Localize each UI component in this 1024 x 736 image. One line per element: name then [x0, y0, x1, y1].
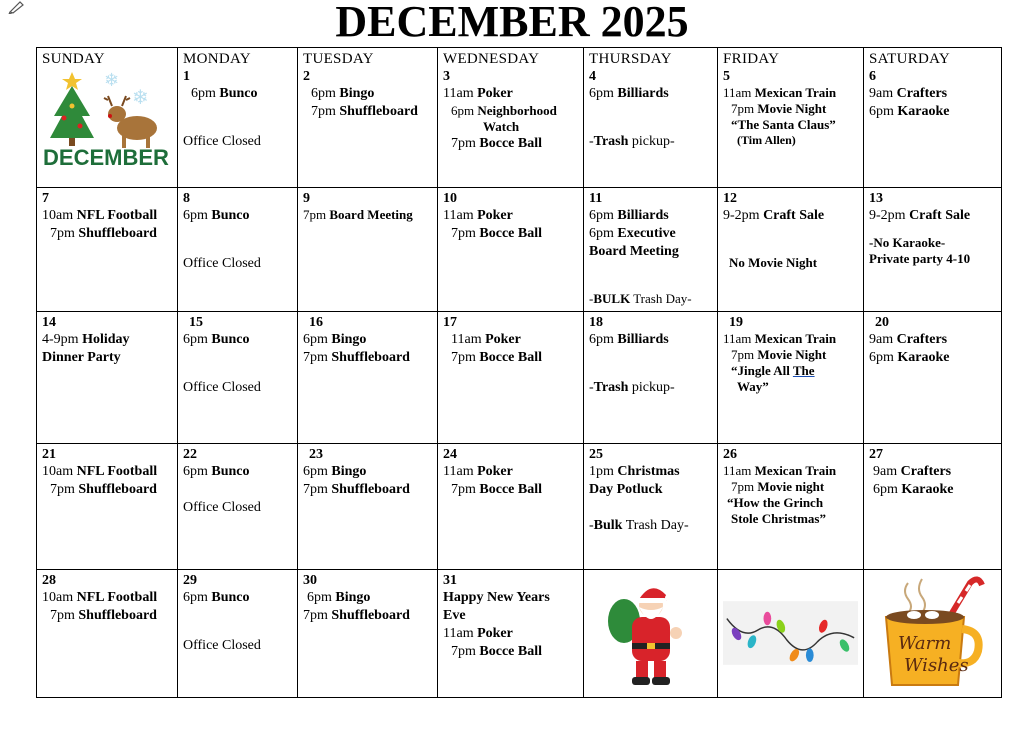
week-row: [37, 569, 1002, 697]
office-closed-note: Office Closed: [183, 637, 261, 653]
day-cell: [178, 443, 298, 569]
day-number: 10: [443, 191, 457, 207]
day-number: 14: [42, 315, 56, 331]
event: 11am Poker: [443, 625, 513, 641]
event: 7pm Shuffleboard: [50, 481, 157, 497]
weekday-header: MONDAY: [183, 51, 251, 67]
event: 9am Crafters: [869, 86, 948, 101]
day-cell: [718, 312, 864, 443]
movie-title: “How the Grinch: [727, 494, 824, 510]
day-number: 7: [42, 191, 49, 207]
mug-cell: [864, 569, 1002, 697]
week-row: [37, 443, 1002, 569]
movie-title: “Jingle All The: [731, 363, 815, 379]
office-closed-note: Office Closed: [183, 256, 261, 272]
day-number: 8: [183, 191, 190, 207]
day-number: 23: [309, 446, 323, 462]
event: 9am Crafters: [873, 463, 952, 479]
event: 11am Mexican Train: [723, 462, 837, 478]
event: Eve: [443, 607, 466, 623]
event: 11am Poker: [451, 332, 521, 348]
weekday-header: SUNDAY: [42, 51, 105, 67]
day-number: 26: [723, 446, 737, 462]
mug-text-wishes: Wishes: [903, 655, 969, 677]
event: 6pm Billiards: [589, 332, 669, 348]
week-row: [37, 312, 1002, 443]
day-cell: [584, 312, 718, 443]
day-number: 30: [303, 572, 317, 588]
lights-cell: [718, 569, 864, 697]
day-cell: [718, 48, 864, 188]
day-cell: [864, 312, 1002, 443]
day-number: 5: [723, 69, 730, 84]
day-number: 2: [303, 69, 310, 84]
event: 6pm Bunco: [183, 332, 250, 348]
day-number: 22: [183, 446, 197, 462]
no-karaoke-note: -No Karaoke-: [869, 235, 946, 251]
calendar-title: DECEMBER 2025: [335, 0, 689, 46]
event: Board Meeting: [589, 244, 679, 260]
day-cell: [178, 312, 298, 443]
event: 7pm Board Meeting: [303, 207, 413, 223]
day-number: 11: [589, 191, 603, 207]
event: 9am Crafters: [869, 332, 948, 348]
day-number: 19: [729, 315, 743, 331]
day-cell: [298, 188, 438, 312]
day-cell: [37, 188, 178, 312]
day-number: 16: [309, 315, 323, 331]
event: 1pm Christmas: [589, 463, 680, 479]
day-cell: [864, 443, 1002, 569]
event: 10am NFL Football: [42, 589, 158, 605]
day-number: 27: [869, 446, 883, 462]
event: 7pm Shuffleboard: [303, 481, 410, 497]
event: Day Potluck: [589, 481, 663, 497]
day-number: 20: [875, 315, 889, 331]
day-cell: [584, 443, 718, 569]
day-number: 24: [443, 446, 457, 462]
day-number: 31: [443, 572, 457, 588]
day-cell: [864, 48, 1002, 188]
day-number: 29: [183, 572, 197, 588]
event: 6pm Bunco: [183, 463, 250, 479]
day-number: 15: [189, 315, 203, 331]
trash-note: -Bulk Trash Day-: [589, 517, 689, 533]
weekday-header: WEDNESDAY: [443, 51, 540, 67]
event: 6pm Bingo: [303, 332, 367, 348]
day-cell: [37, 443, 178, 569]
christmas-lights-icon: [723, 600, 858, 666]
svg-text:❄: ❄: [104, 70, 120, 91]
event: 7pm Shuffleboard: [311, 104, 418, 119]
day-number: 17: [443, 315, 457, 331]
december-banner-text: DECEMBER: [43, 145, 169, 170]
event: 7pm Shuffleboard: [50, 607, 157, 623]
day-cell: [718, 188, 864, 312]
day-number: 18: [589, 315, 603, 331]
event: 7pm Shuffleboard: [50, 226, 157, 242]
event: 7pm Bocce Ball: [451, 226, 542, 242]
day-number: 28: [42, 572, 56, 588]
day-number: 6: [869, 69, 876, 84]
event: 9-2pm Craft Sale: [869, 208, 971, 224]
no-movie-note: No Movie Night: [729, 255, 818, 271]
event: 11am Mexican Train: [723, 331, 837, 347]
event: 7pm Bocce Ball: [451, 350, 542, 366]
event: 6pm Bunco: [191, 86, 258, 101]
event: 7pm Shuffleboard: [303, 607, 410, 623]
weekday-header: TUESDAY: [303, 51, 374, 67]
event: 11am Mexican Train: [723, 85, 837, 100]
day-cell: [298, 48, 438, 188]
event: 6pm Bunco: [183, 589, 250, 605]
event: 6pm Bingo: [307, 589, 371, 605]
event: Dinner Party: [42, 350, 121, 366]
day-number: 1: [183, 69, 190, 84]
event: 7pm Bocce Ball: [451, 481, 542, 497]
day-cell: [37, 312, 178, 443]
event: Watch: [483, 119, 520, 134]
event: 6pm Executive: [589, 226, 676, 242]
event: 7pm Movie night: [731, 478, 825, 494]
trash-note: -Trash pickup-: [589, 134, 675, 149]
event: 7pm Bocce Ball: [451, 643, 542, 659]
day-cell: [584, 48, 718, 188]
day-cell: [438, 48, 584, 188]
day-cell: [438, 569, 584, 697]
day-number: 12: [723, 191, 737, 207]
hot-cocoa-mug-icon: [878, 573, 988, 693]
day-cell: [864, 188, 1002, 312]
day-cell: [298, 443, 438, 569]
day-cell: [178, 569, 298, 697]
event: 7pm Bocce Ball: [451, 136, 542, 151]
santa-cell: [584, 569, 718, 697]
private-party-note: Private party 4-10: [869, 251, 971, 267]
office-closed-note: Office Closed: [183, 499, 261, 515]
event: 6pm Bunco: [183, 208, 250, 224]
christmas-tree-reindeer-icon: [42, 68, 170, 170]
calendar-grid: [36, 47, 1002, 698]
day-number: 13: [869, 191, 883, 207]
office-closed-note: Office Closed: [183, 380, 261, 396]
event: 6pm Neighborhood: [451, 103, 557, 118]
event: 11am Poker: [443, 86, 513, 101]
event: 6pm Billiards: [589, 86, 669, 101]
day-cell: [718, 443, 864, 569]
day-number: 25: [589, 446, 603, 462]
movie-title-cont: Stole Christmas”: [731, 510, 826, 526]
trash-note: -BULK Trash Day-: [589, 291, 692, 307]
day-number: 21: [42, 446, 56, 462]
day-cell: [178, 48, 298, 188]
event: 10am NFL Football: [42, 463, 158, 479]
day-cell: [438, 443, 584, 569]
day-number: 3: [443, 69, 450, 84]
event: 11am Poker: [443, 208, 513, 224]
week-row: [37, 188, 1002, 312]
event: 11am Poker: [443, 463, 513, 479]
event: 6pm Bingo: [311, 86, 375, 101]
event: 10am NFL Football: [42, 208, 158, 224]
weekday-header: SATURDAY: [869, 51, 951, 67]
svg-text:❄: ❄: [132, 85, 149, 109]
office-closed-note: Office Closed: [183, 134, 261, 149]
mug-text-warm: Warm: [897, 633, 951, 655]
movie-note: (Tim Allen): [737, 133, 796, 147]
day-number: 4: [589, 69, 596, 84]
day-cell: [298, 569, 438, 697]
event: 6pm Karaoke: [873, 481, 954, 497]
event: 6pm Bingo: [303, 463, 367, 479]
weekday-header: THURSDAY: [589, 51, 672, 67]
movie-title-cont: Way”: [737, 379, 769, 395]
event: 7pm Movie Night: [731, 101, 827, 116]
event: 9-2pm Craft Sale: [723, 208, 825, 224]
movie-title: “The Santa Claus”: [731, 117, 836, 132]
day-cell: [438, 188, 584, 312]
day-cell: [37, 569, 178, 697]
day-cell-sunday: [37, 48, 178, 188]
day-number: 9: [303, 191, 310, 207]
week-row: [37, 48, 1002, 188]
event: 4-9pm Holiday: [42, 332, 130, 348]
day-cell: [178, 188, 298, 312]
trash-note: -Trash pickup-: [589, 380, 675, 396]
event: 7pm Shuffleboard: [303, 350, 410, 366]
day-cell: [438, 312, 584, 443]
event: Happy New Years: [443, 589, 550, 605]
day-cell: [298, 312, 438, 443]
santa-claus-icon: [606, 573, 696, 693]
day-cell: [584, 188, 718, 312]
event: 6pm Billiards: [589, 208, 669, 224]
event: 6pm Karaoke: [869, 104, 950, 119]
event: 7pm Movie Night: [731, 347, 827, 363]
weekday-header: FRIDAY: [723, 51, 780, 67]
event: 6pm Karaoke: [869, 350, 950, 366]
